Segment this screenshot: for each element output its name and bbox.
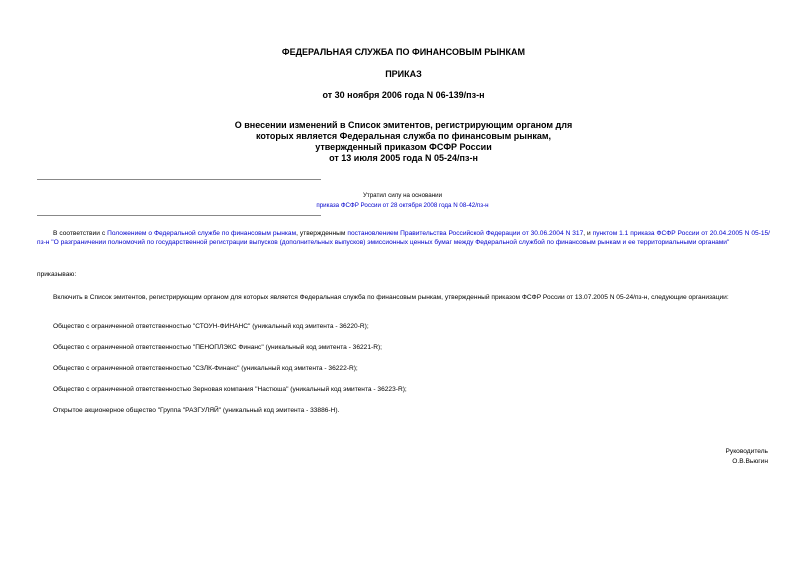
intro-paragraph [37, 229, 770, 247]
list-item: Общество с ограниченной ответственностью "СЗЛК-Финанс" (уникальный код эмитента - 36222-R); [53, 365, 358, 372]
divider-bottom [37, 215, 321, 216]
signature-role: Руководитель [725, 448, 768, 455]
divider-top [37, 179, 321, 180]
intro-text: , и [583, 230, 593, 237]
list-item: Общество с ограниченной ответственностью "СТОУН-ФИНАНС" (уникальный код эмитента - 36220-R); [53, 323, 369, 330]
agency-heading: ФЕДЕРАЛЬНАЯ СЛУЖБА ПО ФИНАНСОВЫМ РЫНКАМ [281, 47, 526, 57]
intro-text: , утвержденным [296, 230, 348, 237]
title-line: которых является Федеральная служба по финансовым рынкам, [255, 131, 552, 141]
body-paragraph: Включить в Список эмитентов, регистрирующим органом для которых является Федеральная служба по финансовым рынкам, утвержденный приказом ФСФР России от 13.07.2005 N 05-24/пз-н, следующие организации: [53, 294, 729, 301]
status-note-text: Утратил силу на основании [362, 192, 443, 199]
signature-block [726, 447, 768, 467]
repeal-order-link[interactable]: приказа ФСФР России от 28 октября 2008 года N 08-42/пз-н [316, 202, 489, 209]
order-title-text[interactable]: "О разграничении полномочий по государственной регистрации выпусков (дополнительных выпусков) эмиссионных ценных бумаг между Федеральной службой по финансовым рынкам и ее территориальными органами" [49, 239, 730, 246]
list-item: Общество с ограниченной ответственностью "ПЕНОПЛЭКС Финанс" (уникальный код эмитента - 36221-R); [53, 344, 382, 351]
signature-name: О.В.Вьюгин [732, 458, 768, 465]
date-number: от 30 ноября 2006 года N 06-139/пз-н [322, 90, 485, 100]
title-line: от 13 июля 2005 года N 05-24/пз-н [329, 153, 478, 163]
document-type: ПРИКАЗ [385, 69, 422, 79]
list-item: Открытое акционерное общество "Группа "РАЗГУЛЯЙ" (уникальный код эмитента - 33886-Н). [53, 407, 340, 414]
regulation-link[interactable]: Положением о Федеральной службе по финансовым рынкам [107, 230, 297, 237]
intro-text: В соответствии с [53, 230, 108, 237]
title-line: О внесении изменений в Список эмитентов, регистрирующим органом для [234, 120, 573, 130]
title-line: утвержденный приказом ФСФР России [315, 142, 492, 152]
list-item: Общество с ограниченной ответственностью Зерновая компания "Настюша" (уникальный код эмитента - 36223-R); [53, 386, 407, 393]
government-decree-link[interactable]: постановлением Правительства Российской Федерации от 30.06.2004 N 317 [347, 230, 584, 237]
order-word: приказываю: [37, 271, 77, 278]
order-clause-link[interactable]: пунктом 1.1 приказа ФСФР России от 20.04.2005 N 05-15/пз-н [37, 230, 771, 246]
status-note [290, 191, 515, 211]
